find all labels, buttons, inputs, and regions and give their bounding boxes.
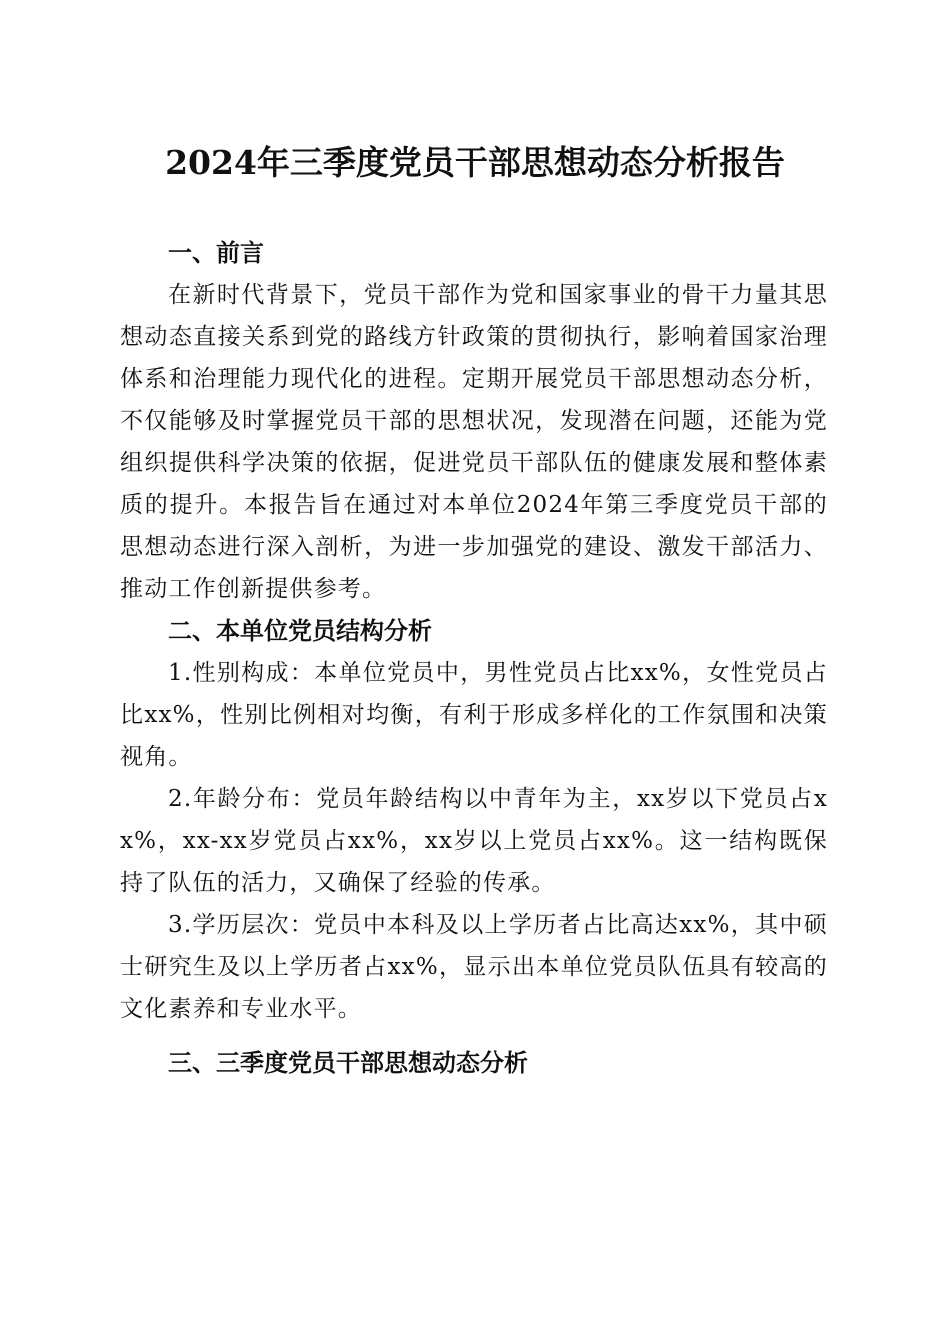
paragraph-age: 2.年龄分布：党员年龄结构以中青年为主，xx岁以下党员占xx%，xx-xx岁党员占xx%，xx岁以上党员占xx%。这一结构既保持了队伍的活力，又确保了经验的传承。 xyxy=(120,786,828,896)
paragraph-preface: 在新时代背景下，党员干部作为党和国家事业的骨干力量其思想动态直接关系到党的路线方针政策的贯彻执行，影响着国家治理体系和治理能力现代化的进程。定期开展党员干部思想动态分析，不仅能够及时掌握党员干部的思想状况，发现潜在问题，还能为党组织提供科学决策的依据，促进党员干部队伍的健康发展和整体素质的提升。本报告旨在通过对本单位2024年第三季度党员干部的思想动态进行深入剖析，为进一步加强党的建设、激发干部活力、推动工作创新提供参考。 xyxy=(120,282,828,602)
document-body xyxy=(120,232,828,1084)
section-heading-structure: 二、本单位党员结构分析 xyxy=(168,617,432,645)
section-spacer xyxy=(120,1030,828,1042)
document-title: 2024年三季度党员干部思想动态分析报告 xyxy=(165,143,785,182)
section-heading-dynamics: 三、三季度党员干部思想动态分析 xyxy=(168,1049,528,1077)
paragraph-gender: 1.性别构成：本单位党员中，男性党员占比xx%，女性党员占比xx%，性别比例相对均衡，有利于形成多样化的工作氛围和决策视角。 xyxy=(120,660,828,770)
paragraph-education: 3.学历层次：党员中本科及以上学历者占比高达xx%，其中硕士研究生及以上学历者占xx%，显示出本单位党员队伍具有较高的文化素养和专业水平。 xyxy=(120,912,828,1022)
section-heading-preface: 一、前言 xyxy=(168,239,264,267)
